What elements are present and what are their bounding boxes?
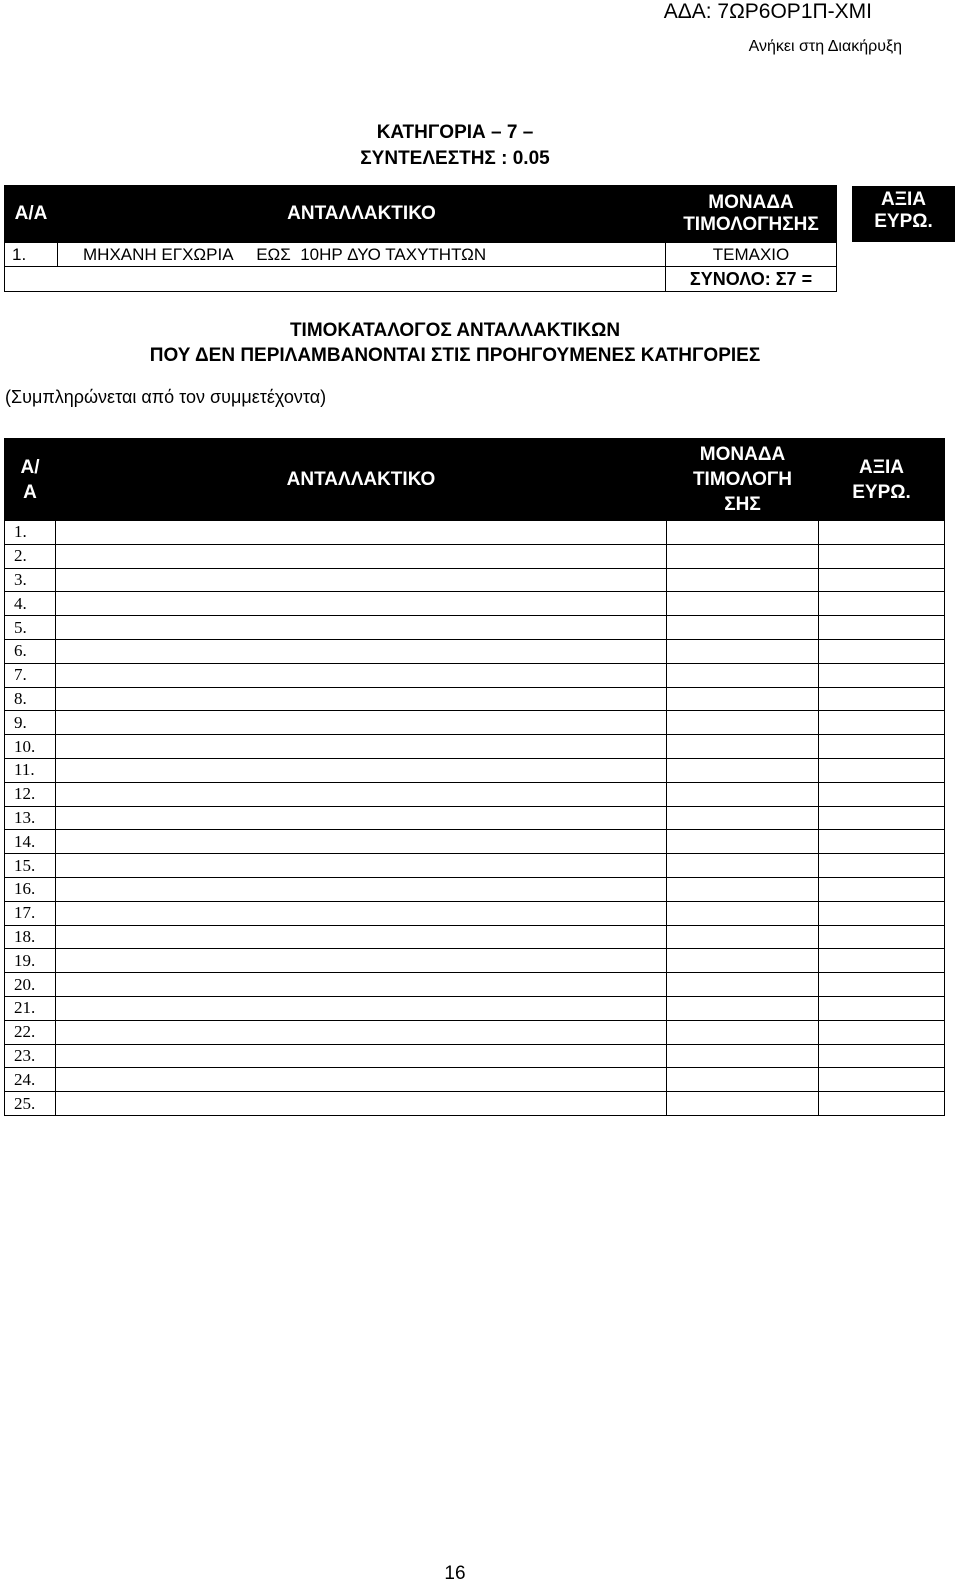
table-row (5, 616, 945, 640)
row-part[interactable] (56, 1020, 667, 1044)
row-unit[interactable] (667, 925, 819, 949)
row-unit[interactable] (667, 973, 819, 997)
row-number: 24. (5, 1068, 56, 1092)
row-number: 25. (5, 1092, 56, 1116)
row-aa: 1. (5, 243, 58, 267)
table-row (5, 925, 945, 949)
pricelist-table (4, 438, 945, 1116)
ada-code: ΑΔΑ: 7ΩΡ6ΟΡ1Π-ΧΜΙ (663, 0, 872, 23)
header-unit: ΜΟΝΑΔΑ ΤΙΜΟΛΟΓΗΣΗΣ (666, 186, 837, 243)
row-unit[interactable] (667, 996, 819, 1020)
row-unit[interactable] (667, 949, 819, 973)
table-row (5, 877, 945, 901)
table-header-row (5, 439, 945, 521)
fill-note: (Συμπληρώνεται από τον συμμετέχοντα) (5, 387, 327, 407)
row-unit[interactable] (667, 616, 819, 640)
table-row (5, 901, 945, 925)
row-number: 11. (5, 758, 56, 782)
row-number: 3. (5, 568, 56, 592)
row-value[interactable] (819, 758, 945, 782)
row-part[interactable] (56, 592, 667, 616)
row-part[interactable] (56, 663, 667, 687)
row-part[interactable] (56, 973, 667, 997)
category-coefficient: ΣΥΝΤΕΛΕΣΤΗΣ : 0.05 (360, 148, 550, 169)
row-value[interactable] (819, 521, 945, 545)
belongs-to-notice: Ανήκει στη Διακήρυξη (748, 38, 902, 55)
row-value[interactable] (819, 782, 945, 806)
row-number: 18. (5, 925, 56, 949)
table-row (5, 735, 945, 759)
row-unit[interactable] (667, 592, 819, 616)
table-row (5, 830, 945, 854)
table-row (5, 949, 945, 973)
table-row (5, 521, 945, 545)
row-part[interactable] (56, 687, 667, 711)
row-part[interactable] (56, 854, 667, 878)
pricelist-title: ΤΙΜΟΚΑΤΑΛΟΓΟΣ ΑΝΤΑΛΛΑΚΤΙΚΩΝ (289, 320, 621, 341)
row-part[interactable] (56, 830, 667, 854)
category-title: ΚΑΤΗΓΟΡΙΑ – 7 – (376, 122, 534, 143)
row-number: 10. (5, 735, 56, 759)
row-unit[interactable] (667, 1068, 819, 1092)
row-value[interactable] (819, 663, 945, 687)
row-part[interactable] (56, 1044, 667, 1068)
row-unit[interactable] (667, 521, 819, 545)
table-row (5, 973, 945, 997)
row-part[interactable] (56, 568, 667, 592)
row-unit[interactable] (667, 1092, 819, 1116)
row-part[interactable] (56, 521, 667, 545)
category-7-table (4, 185, 837, 292)
row-part[interactable] (56, 901, 667, 925)
header-value (819, 439, 945, 521)
row-value[interactable] (819, 544, 945, 568)
table-row (5, 544, 945, 568)
row-value[interactable] (819, 1068, 945, 1092)
row-value[interactable] (819, 639, 945, 663)
row-number: 2. (5, 544, 56, 568)
row-number: 8. (5, 687, 56, 711)
row-number: 9. (5, 711, 56, 735)
table-row (5, 782, 945, 806)
row-unit[interactable] (667, 782, 819, 806)
row-unit[interactable] (667, 854, 819, 878)
row-value[interactable] (819, 901, 945, 925)
row-part[interactable] (56, 782, 667, 806)
row-part[interactable] (56, 1068, 667, 1092)
table-row (5, 243, 837, 267)
total-label: ΣΥΝΟΛΟ: Σ7 = (666, 267, 837, 292)
row-part: ΜΗΧΑΝΗ ΕΓΧΩΡΙΑ ΕΩΣ 10HP ΔΥΟ ΤΑΧΥΤΗΤΩΝ (58, 243, 666, 267)
total-blank (5, 267, 666, 292)
row-number: 13. (5, 806, 56, 830)
row-number: 20. (5, 973, 56, 997)
row-value[interactable] (819, 592, 945, 616)
row-part[interactable] (56, 1092, 667, 1116)
row-value[interactable] (819, 568, 945, 592)
row-unit[interactable] (667, 1020, 819, 1044)
row-part[interactable] (56, 949, 667, 973)
header-unit-3: ΣΗΣ (724, 494, 761, 515)
row-unit[interactable] (667, 758, 819, 782)
row-number: 4. (5, 592, 56, 616)
total-row (5, 267, 837, 292)
table-row (5, 1068, 945, 1092)
table-row (5, 568, 945, 592)
page-number: 16 (444, 1563, 466, 1584)
row-value[interactable] (819, 854, 945, 878)
header-part: ΑΝΤΑΛΛΑΚΤΙΚΟ (56, 439, 667, 521)
header-unit (667, 439, 819, 521)
row-number: 19. (5, 949, 56, 973)
row-number: 23. (5, 1044, 56, 1068)
row-part[interactable] (56, 806, 667, 830)
row-value[interactable] (819, 830, 945, 854)
row-unit[interactable] (667, 830, 819, 854)
table-header-row (5, 186, 837, 243)
row-value[interactable] (819, 1092, 945, 1116)
row-number: 6. (5, 639, 56, 663)
header-value-2: ΕΥΡΩ. (852, 481, 911, 503)
row-part[interactable] (56, 735, 667, 759)
row-number: 15. (5, 854, 56, 878)
header-aa-bottom: Α (23, 481, 37, 503)
row-unit[interactable] (667, 1044, 819, 1068)
row-unit[interactable] (667, 568, 819, 592)
header-value-1: ΑΞΙΑ (859, 456, 904, 478)
row-unit[interactable] (667, 806, 819, 830)
row-value[interactable] (819, 616, 945, 640)
row-part[interactable] (56, 925, 667, 949)
row-number: 12. (5, 782, 56, 806)
table-row (5, 996, 945, 1020)
table-row (5, 592, 945, 616)
row-value[interactable] (819, 1020, 945, 1044)
row-part[interactable] (56, 544, 667, 568)
table-row (5, 687, 945, 711)
row-number: 22. (5, 1020, 56, 1044)
row-number: 1. (5, 521, 56, 545)
row-part[interactable] (56, 639, 667, 663)
row-number: 5. (5, 616, 56, 640)
row-part[interactable] (56, 616, 667, 640)
table-row (5, 1020, 945, 1044)
row-value[interactable] (819, 973, 945, 997)
table-row (5, 639, 945, 663)
row-value[interactable] (819, 877, 945, 901)
row-value[interactable] (819, 949, 945, 973)
row-number: 14. (5, 830, 56, 854)
header-aa-top: Α/ (20, 456, 40, 478)
row-value[interactable] (819, 925, 945, 949)
row-value[interactable] (819, 806, 945, 830)
table-row (5, 711, 945, 735)
row-unit[interactable] (667, 687, 819, 711)
row-unit[interactable] (667, 663, 819, 687)
row-part[interactable] (56, 996, 667, 1020)
table-row (5, 1092, 945, 1116)
pricelist-subtitle: ΠΟΥ ΔΕΝ ΠΕΡΙΛΑΜΒΑΝΟΝΤΑΙ ΣΤΙΣ ΠΡΟΗΓΟΥΜΕΝΕΣ ΚΑΤΗΓΟΡΙΕΣ (149, 345, 761, 366)
table-row (5, 758, 945, 782)
table-row (5, 806, 945, 830)
header-aa (5, 439, 56, 521)
header-value: ΑΞΙΑ ΕΥΡΩ. (852, 186, 955, 242)
header-aa: Α/Α (5, 186, 58, 243)
row-unit[interactable] (667, 544, 819, 568)
row-part[interactable] (56, 877, 667, 901)
row-unit[interactable] (667, 877, 819, 901)
row-value[interactable] (819, 996, 945, 1020)
row-value[interactable] (819, 1044, 945, 1068)
row-number: 16. (5, 877, 56, 901)
table-row (5, 1044, 945, 1068)
row-part[interactable] (56, 711, 667, 735)
row-unit: ΤΕΜΑΧΙΟ (666, 243, 837, 267)
table-row (5, 854, 945, 878)
table-row (5, 663, 945, 687)
header-part: ΑΝΤΑΛΛΑΚΤΙΚΟ (58, 186, 666, 243)
row-number: 17. (5, 901, 56, 925)
header-unit-1: ΜΟΝΑΔΑ (699, 444, 786, 465)
row-value[interactable] (819, 687, 945, 711)
row-number: 21. (5, 996, 56, 1020)
row-unit[interactable] (667, 901, 819, 925)
row-value[interactable] (819, 735, 945, 759)
row-unit[interactable] (667, 639, 819, 663)
row-unit[interactable] (667, 711, 819, 735)
row-unit[interactable] (667, 735, 819, 759)
row-part[interactable] (56, 758, 667, 782)
header-unit-2: ΤΙΜΟΛΟΓΗ (692, 469, 793, 490)
row-number: 7. (5, 663, 56, 687)
row-value[interactable] (819, 711, 945, 735)
